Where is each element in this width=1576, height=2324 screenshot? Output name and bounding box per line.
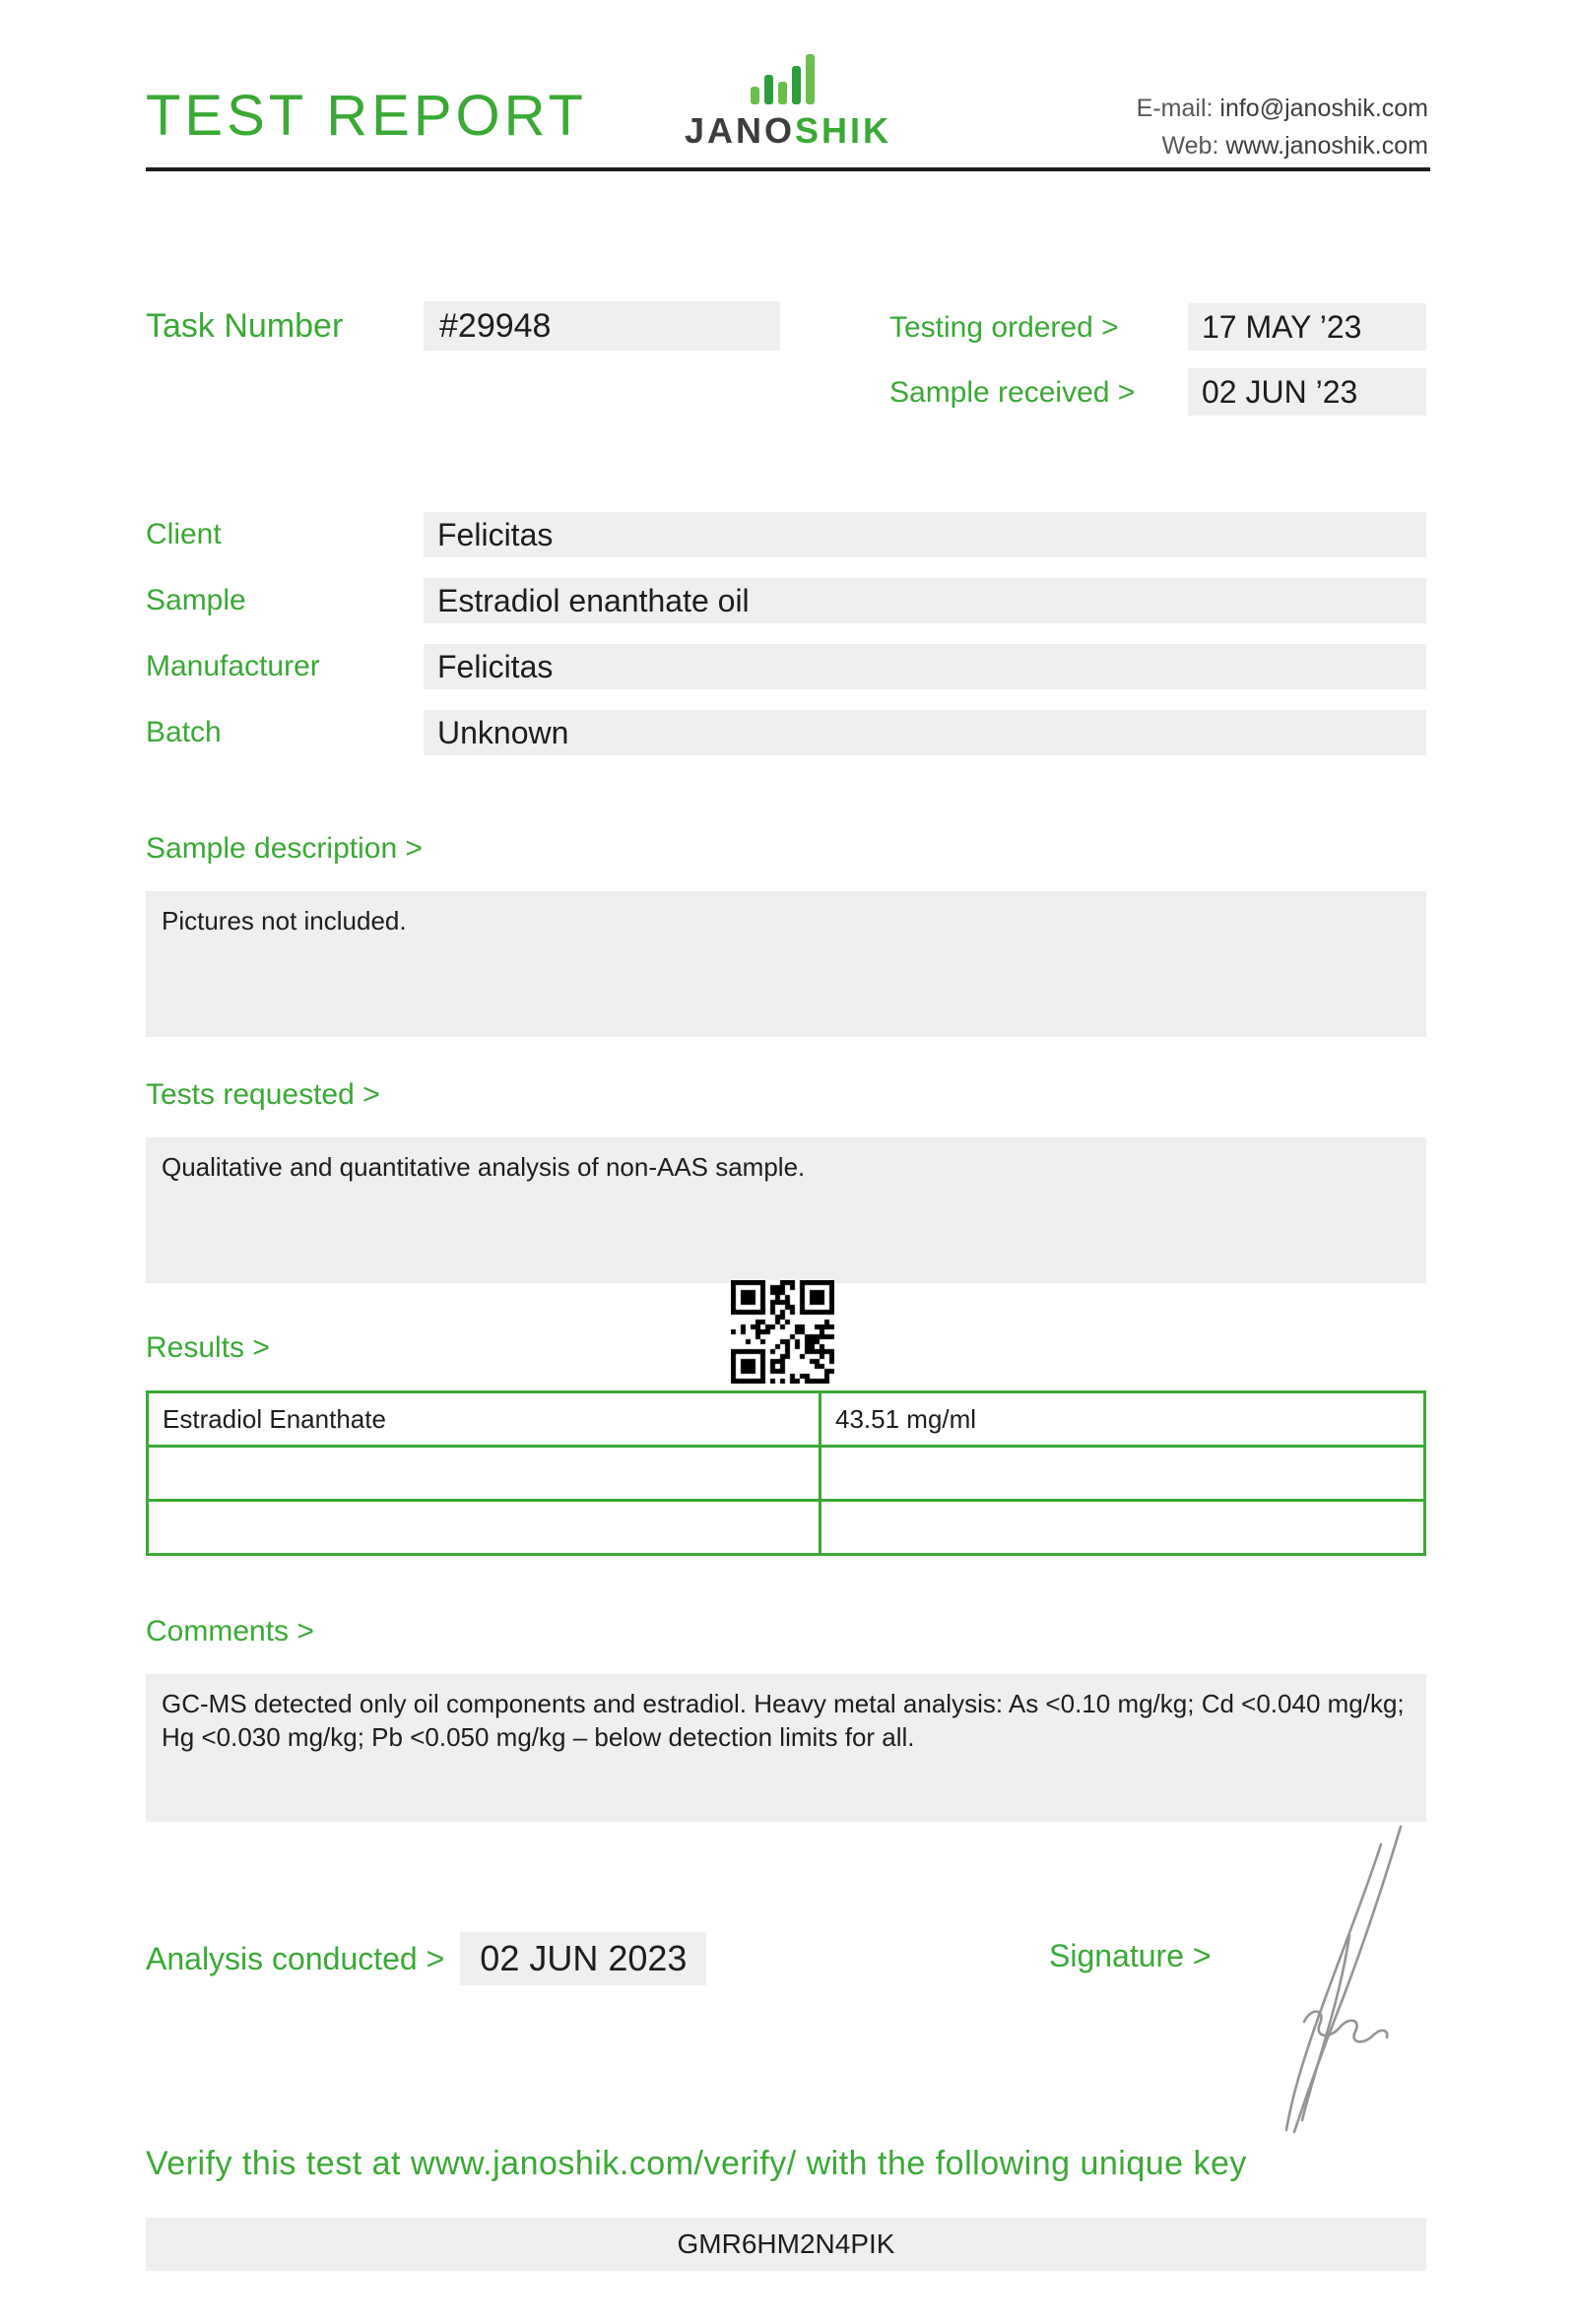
header-divider (146, 167, 1430, 171)
signature-label: Signature > (1049, 1938, 1212, 1973)
detail-row-manufacturer (146, 644, 1426, 689)
contact-email-line (1137, 91, 1428, 128)
sample-description-label: Sample description > (146, 832, 423, 865)
email-value: info@janoshik.com (1219, 95, 1428, 122)
sample-label: Sample (146, 584, 246, 616)
email-label: E-mail: (1136, 95, 1214, 122)
result-value (821, 1447, 1425, 1501)
result-value (821, 1501, 1425, 1555)
results-label: Results > (146, 1331, 270, 1364)
unique-key: GMR6HM2N4PIK (146, 2218, 1426, 2271)
tests-requested-section (146, 1078, 1426, 1283)
details-section (146, 512, 1426, 776)
detail-row-batch (146, 710, 1426, 755)
comments-label: Comments > (146, 1615, 314, 1647)
verify-instruction: Verify this test at www.janoshik.com/verify/ with the following unique key (146, 2145, 1247, 2182)
signature-image (1231, 1817, 1438, 2142)
sample-description-section (146, 832, 1426, 1037)
results-section (146, 1331, 1426, 1556)
comments-section (146, 1615, 1426, 1822)
tests-requested-label: Tests requested > (146, 1078, 380, 1111)
analysis-conducted-date: 02 JUN 2023 (460, 1932, 706, 1985)
sample-value: Estradiol enanthate oil (424, 578, 1426, 623)
sample-received-date: 02 JUN ’23 (1188, 368, 1426, 416)
table-row (148, 1501, 1425, 1555)
comments-text: GC-MS detected only oil components and estradiol. Heavy metal analysis: As <0.10 mg/kg; Cd <0.040 mg/kg; Hg <0.030 mg/kg; Pb <0.050 mg/kg – below detection limits for all. (146, 1674, 1426, 1822)
result-name (148, 1447, 821, 1501)
result-value: 43.51 mg/ml (821, 1392, 1425, 1447)
page-title: TEST REPORT (146, 84, 587, 148)
testing-ordered-label: Testing ordered > (889, 311, 1119, 344)
detail-row-sample (146, 578, 1426, 623)
analysis-conducted-row (146, 1932, 706, 1985)
results-table (146, 1390, 1426, 1556)
testing-ordered-date: 17 MAY ’23 (1188, 303, 1426, 351)
analysis-conducted-label: Analysis conducted > (146, 1940, 445, 1976)
manufacturer-label: Manufacturer (146, 650, 320, 682)
task-number-label: Task Number (146, 307, 344, 345)
batch-label: Batch (146, 716, 222, 748)
table-row (148, 1392, 1425, 1447)
contact-info (1137, 91, 1428, 164)
manufacturer-value: Felicitas (424, 644, 1426, 689)
batch-value: Unknown (424, 710, 1426, 755)
detail-row-client (146, 512, 1426, 557)
task-number-value: #29948 (424, 301, 780, 351)
meta-section (146, 295, 1426, 453)
web-label: Web: (1161, 131, 1219, 160)
result-name (148, 1501, 821, 1555)
logo-text-green: SHIK (795, 110, 892, 151)
logo-text-dark: JANO (684, 110, 795, 151)
sample-description-text: Pictures not included. (146, 891, 1426, 1037)
janoshik-logo (670, 49, 906, 152)
client-label: Client (146, 518, 222, 550)
client-value: Felicitas (424, 512, 1426, 557)
tests-requested-text: Qualitative and quantitative analysis of non-AAS sample. (146, 1137, 1426, 1283)
sample-received-label: Sample received > (889, 376, 1136, 409)
result-name: Estradiol Enanthate (148, 1392, 821, 1447)
bar-chart-icon (743, 49, 833, 106)
logo-wordmark (670, 110, 906, 152)
contact-web-line (1137, 128, 1428, 165)
table-row (148, 1447, 1425, 1501)
web-value: www.janoshik.com (1225, 131, 1428, 160)
